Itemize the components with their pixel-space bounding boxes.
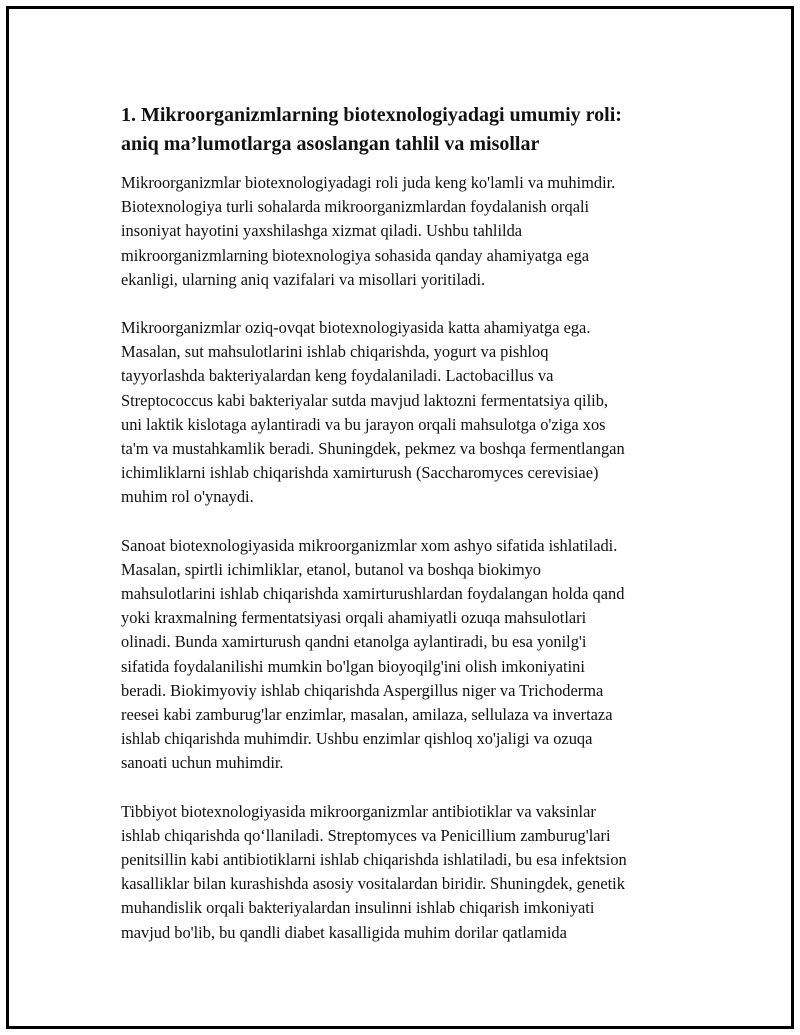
text-line: sanoati uchun muhimdir.: [121, 753, 284, 773]
text-line: insoniyat hayotini yaxshilashga xizmat qiladi. Ushbu tahlilda: [121, 221, 523, 241]
text-line: beradi. Biokimyoviy ishlab chiqarishda Aspergillus niger va Trichoderma: [121, 680, 604, 700]
paragraph-food-biotech: [121, 316, 701, 510]
document-body: [121, 97, 701, 945]
text-line: reesei kabi zamburug'lar enzimlar, masalan, amilaza, sellulaza va invertaza: [121, 705, 613, 725]
text-line: tayyorlashda bakteriyalardan keng foydalaniladi. Lactobacillus va: [121, 366, 554, 386]
text-line: ishlab chiqarishda muhimdir. Ushbu enzimlar qishloq xo'jaligi va ozuqa: [121, 729, 593, 749]
text-line: Masalan, spirtli ichimliklar, etanol, butanol va boshqa biokimyo: [121, 559, 541, 579]
text-line: Sanoat biotexnologiyasida mikroorganizmlar xom ashyo sifatida ishlatiladi.: [121, 535, 618, 555]
heading-line: 1. Mikroorganizmlarning biotexnologiyadagi umumiy roli:: [121, 104, 622, 126]
text-line: ekanligi, ularning aniq vazifalari va misollari yoritiladi.: [121, 269, 486, 289]
text-line: Streptococcus kabi bakteriyalar sutda mavjud laktozni fermentatsiya qilib,: [121, 390, 609, 410]
text-line: Mikroorganizmlar biotexnologiyadagi roli juda keng ko'lamli va muhimdir.: [121, 173, 616, 192]
text-line: Mikroorganizmlar oziq-ovqat biotexnologiyasida katta ahamiyatga ega.: [121, 318, 591, 338]
paragraph-intro: [121, 171, 701, 292]
text-line: muhim rol o'ynaydi.: [121, 487, 254, 507]
text-line: sifatida foydalanilishi mumkin bo'lgan bioyoqilg'ini olish imkoniyatini: [121, 656, 585, 676]
text-line: ishlab chiqarishda qo‘llaniladi. Streptomyces va Penicillium zamburug'lari: [121, 825, 611, 845]
section-heading: [121, 101, 701, 159]
paragraph-medical-biotech: [121, 800, 701, 945]
paragraph-industrial-biotech: [121, 534, 701, 776]
text-line: ichimliklarni ishlab chiqarishda xamirturush (Saccharomyces cerevisiae): [121, 463, 599, 483]
text-line: mikroorganizmlarning biotexnologiya sohasida qanday ahamiyatga ega: [121, 245, 590, 265]
text-line: penitsillin kabi antibiotiklarni ishlab chiqarishda ishlatiladi, bu esa infektsion: [121, 850, 627, 870]
text-line: mavjud bo'lib, bu qandli diabet kasalligida muhim dorilar qatlamida: [121, 922, 567, 942]
text-line: muhandislik orqali bakteriyalardan insulinni ishlab chiqarish imkoniyati: [121, 898, 595, 918]
text-line: Biotexnologiya turli sohalarda mikroorganizmlardan foydalanish orqali: [121, 197, 590, 217]
text-line: Tibbiyot biotexnologiyasida mikroorganizmlar antibiotiklar va vaksinlar: [121, 801, 596, 821]
text-line: kasalliklar bilan kurashishda asosiy vositalardan biridir. Shuningdek, genetik: [121, 874, 625, 894]
page-frame: [6, 6, 794, 1029]
heading-line: aniq ma’lumotlarga asoslangan tahlil va misollar: [121, 133, 540, 155]
text-line: Masalan, sut mahsulotlarini ishlab chiqarishda, yogurt va pishloq: [121, 342, 549, 362]
text-line: uni laktik kislotaga aylantiradi va bu jarayon orqali mahsulotga o'ziga xos: [121, 414, 606, 434]
text-line: olinadi. Bunda xamirturush qandni etanolga aylantiradi, bu esa yonilg'i: [121, 632, 587, 652]
text-line: mahsulotlarini ishlab chiqarishda xamirturushlardan foydalangan holda qand: [121, 584, 625, 604]
text-line: yoki kraxmalning fermentatsiyasi orqali ahamiyatli ozuqa mahsulotlari: [121, 608, 587, 628]
text-line: ta'm va mustahkamlik beradi. Shuningdek, pekmez va boshqa fermentlangan: [121, 439, 625, 459]
